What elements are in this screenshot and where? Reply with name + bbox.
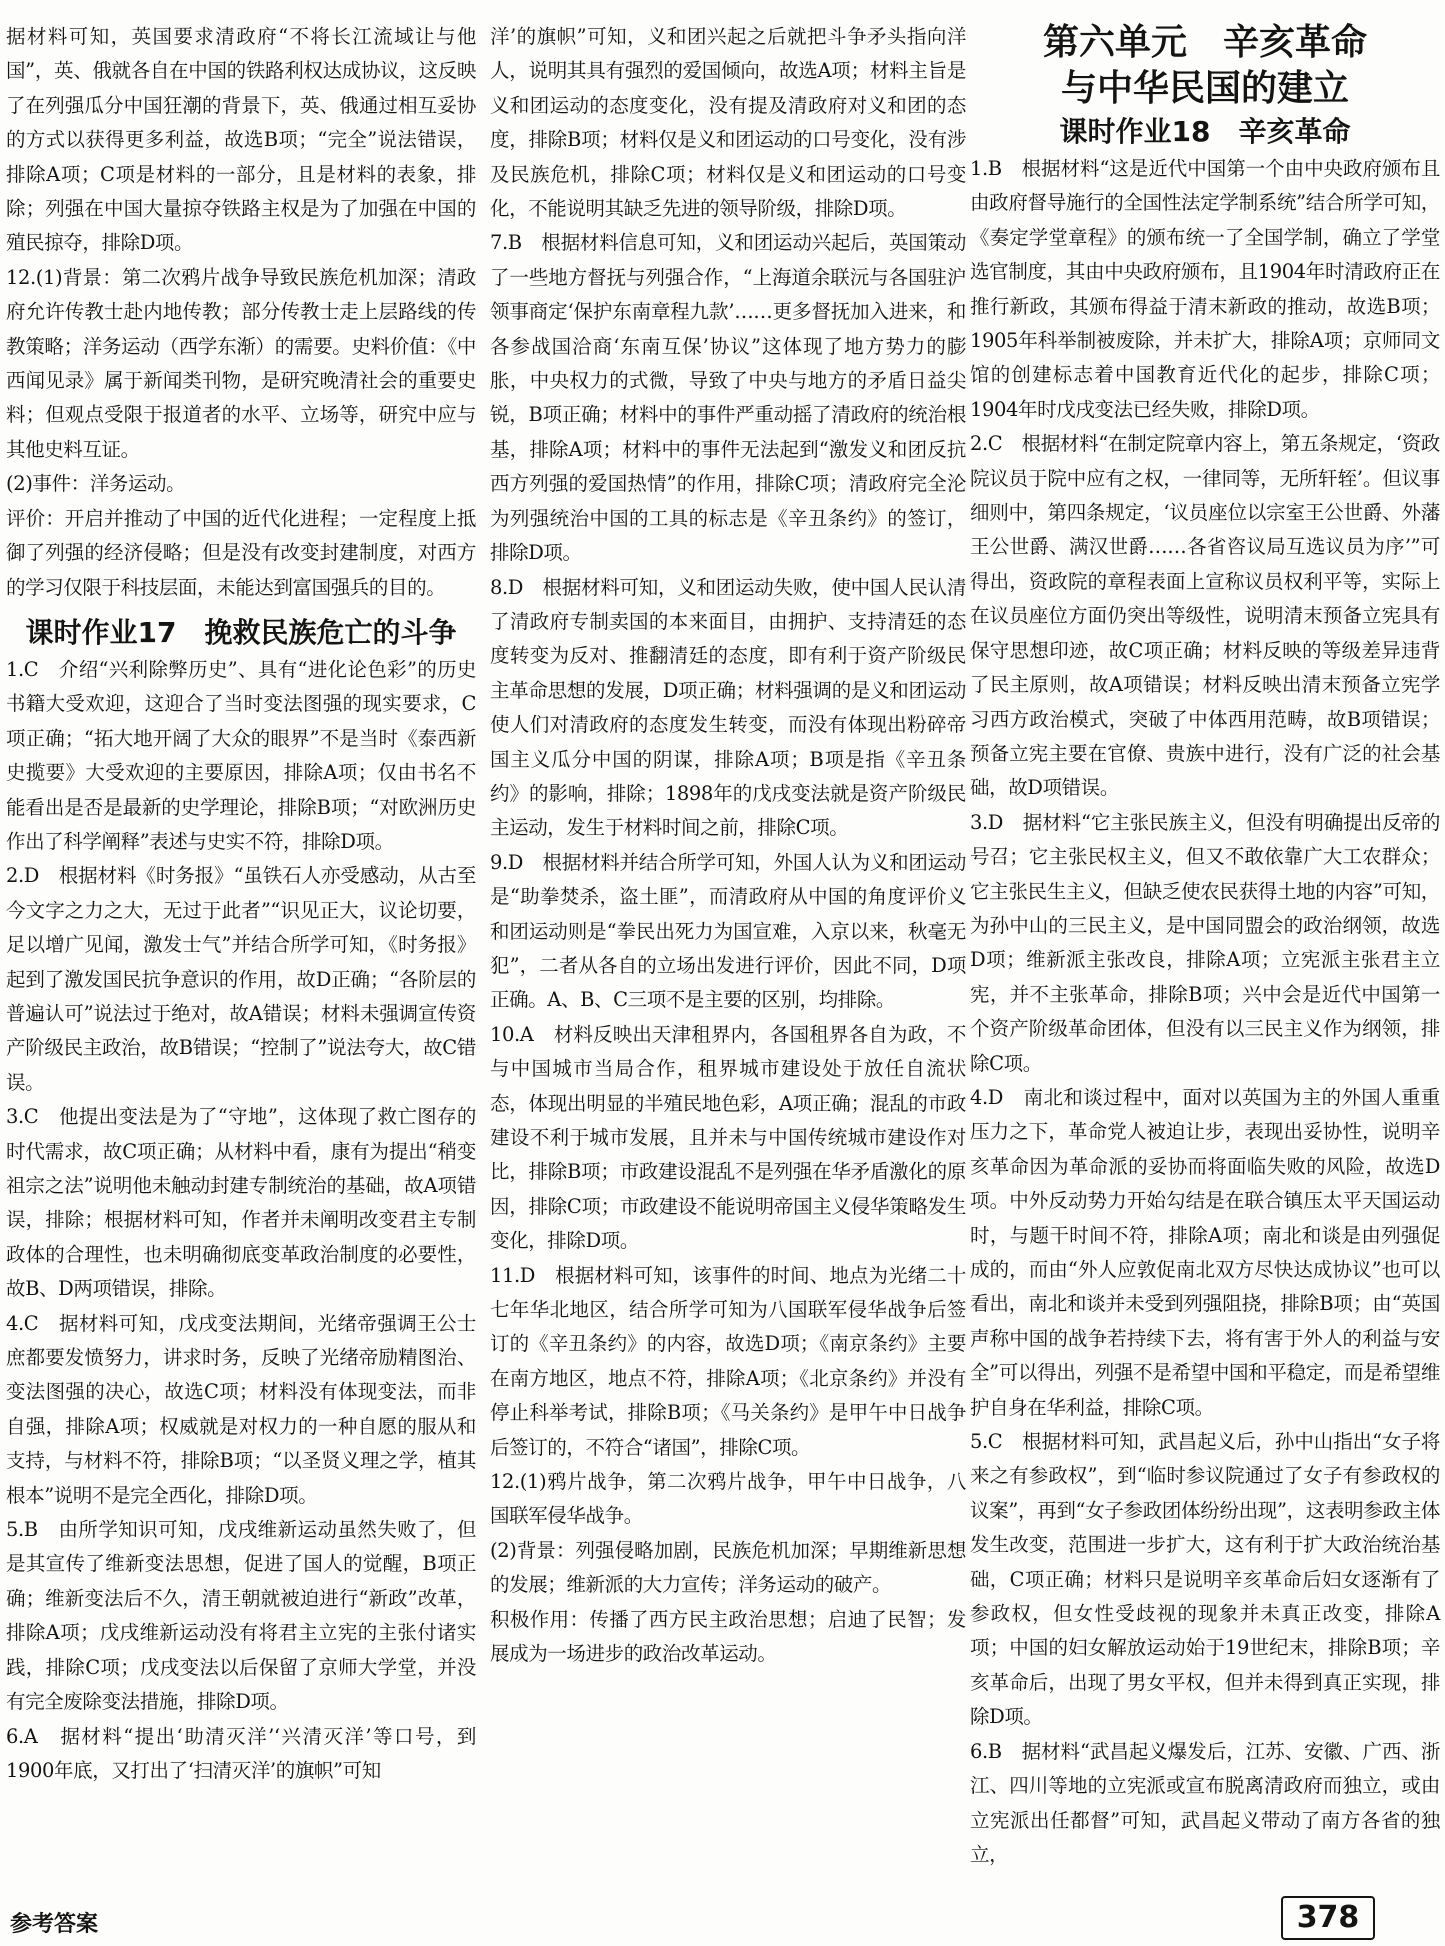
answer-item: 3.D 据材料“它主张民族主义，但没有明确提出反帝的号召；它主张民权主义，但又不敢依靠广大工农群众；它主张民生主义，但缺乏使农民获得土地的内容”可知，为孙中山的三民主义，是中国同盟会的政治纲领，故选D项；维新派主张改良，排除A项；立宪派主张君主立宪，并不主张革命，排除B项；兴中会是近代中国第一个资产阶级革命团体，但没有以三民主义作为纲领，排除C项。 [970,810,1440,1075]
answer-item: 2.C 根据材料“在制定院章内容上，第五条规定，‘资政院议员于院中应有之权，一律同等，无所轩轾’。但议事细则中，第四条规定，‘议员座位以宗室王公世爵、外藩王公世爵、满汉世爵……各省咨议局互选议员为序’”可得出，资政院的章程表面上宣称议员权利平等，实际上在议员座位方面仍突出等级性，说明清末预备立宪具有保守思想印迹，故C项正确；材料反映的等级差异违背了民主原则，故A项错误；材料反映出清末预备立宪学习西方政治模式，突破了中体西用范畴，故B项错误；预备立宪主要在官僚、贵族中进行，没有广泛的社会基础，故D项错误。 [970,432,1440,800]
answer-item: 6.B 据材料“武昌起义爆发后，江苏、安徽、广西、浙江、四川等地的立宪派或宣布脱离清政府而独立，或由立宪派出任都督”可知，武昌起义带动了南方各省的独立， [970,1739,1440,1866]
lesson-heading-18: 课时作业18 辛亥革命 [1059,115,1351,148]
answer-item: 3.C 他提出变法是为了“守地”，这体现了救亡图存的时代需求，故C项正确；从材料中看，康有为提出“稍变祖宗之法”说明他未触动封建专制统治的基础，故A项错误，排除；根据材料可知，作者并未阐明改变君主专制政体的合理性，也未明确彻底变革政治制度的必要性，故B、D两项错误，排除。 [6,1105,476,1301]
answer-item: 据材料可知，英国要求清政府“不将长江流域让与他国”，英、俄就各自在中国的铁路利权达成协议，这反映了在列强瓜分中国狂潮的背景下，英、俄通过相互妥协的方式以获得更多利益，故选B项；“完全”说法错误，排除A项；C项是材料的一部分，且是材料的表象，排除；列强在中国大量掠夺铁路主权是为了加强在中国的殖民掠夺，排除D项。 [6,25,476,255]
page-number: 378 [1281,1896,1375,1940]
answer-item: 5.C 根据材料可知，武昌起义后，孙中山指出“女子将来之有参政权”，到“临时参议院通过了女子有参政权的议案”，再到“女子参政团体纷纷出现”，这表明参政主体发生改变，范围进一步扩大，这有利于扩大政治统治基础，C项正确；材料只是说明辛亥革命后妇女逐渐有了参政权，但女性受歧视的现象并未真正改变，排除A项；中国的妇女解放运动始于19世纪末，排除B项；辛亥革命后，出现了男女平权，但并未得到真正实现，排除D项。 [970,1430,1440,1729]
answer-item: 8.D 根据材料可知，义和团运动失败，使中国人民认清了清政府专制卖国的本来面目，由拥护、支持清廷的态度转变为反对、推翻清廷的态度，即有利于资产阶级民主革命思想的发展，D项正确；材料强调的是义和团运动使人们对清政府的态度发生转变，而没有体现出粉碎帝国主义瓜分中国的阴谋，排除A项；B项是指《辛丑条约》的影响，排除；1898年的戊戌变法就是资产阶级民主运动，发生于材料时间之前，排除C项。 [490,575,966,840]
answer-item: 5.B 由所学知识可知，戊戌维新运动虽然失败了，但是其宣传了维新变法思想，促进了国人的觉醒，B项正确；维新变法后不久，清王朝就被迫进行“新政”改革，排除A项；戊戌维新运动没有将君主立宪的主张付诸实践，排除C项；戊戌变法以后保留了京师大学堂，并没有完全废除变法措施，排除D项。 [6,1518,476,1714]
answer-item: 10.A 材料反映出天津租界内，各国租界各自为政，不与中国城市当局合作，租界城市建设处于放任自流状态，体现出明显的半殖民地色彩，A项正确；混乱的市政建设不利于城市发展，且并未与中国传统城市建设作对比，排除B项；市政建设混乱不是列强在华矛盾激化的原因，排除C项；市政建设不能说明帝国主义侵华策略发生变化，排除D项。 [490,1022,966,1253]
answer-item: 4.C 据材料可知，戊戌变法期间，光绪帝强调王公士庶都要发愤努力，讲求时务，反映了光绪帝励精图治、变法图强的决心，故选C项；材料没有体现变法，而非自强，排除A项；权威就是对权力的一种自愿的服从和支持，与材料不符，排除B项；“以圣贤义理之学，植其根本”说明不是完全西化，排除D项。 [6,1311,476,1507]
lesson-heading-17: 课时作业17 挽救民族危亡的斗争 [25,615,457,649]
column-left [6,20,476,1788]
column-middle [490,20,966,1672]
answer-item: 12.(1)鸦片战争，第二次鸦片战争，甲午中日战争，八国联军侵华战争。 [490,1470,966,1528]
column-right [970,20,1440,1872]
unit-heading-line1: 第六单元 辛亥革命 [1042,22,1367,63]
answer-item: 洋’的旗帜”可知，义和团兴起之后就把斗争矛头指向洋人，说明其具有强烈的爱国倾向，故选A项；材料主旨是义和团运动的态度变化，没有提及清政府对义和团的态度，排除B项；材料仅是义和团运动的口号变化，没有涉及民族危机，排除C项；材料仅是义和团运动的口号变化，不能说明其缺乏先进的领导阶级，排除D项。 [490,25,966,221]
answer-item: 积极作用：传播了西方民主政治思想；启迪了民智；发展成为一场进步的政治改革运动。 [490,1607,966,1666]
answer-item: 评价：开启并推动了中国的近代化进程；一定程度上抵御了列强的经济侵略；但是没有改变封建制度，对西方的学习仅限于科技层面，未能达到富国强兵的目的。 [6,506,476,599]
answer-item: 2.D 根据材料《时务报》“虽铁石人亦受感动，从古至今文字之力之大，无过于此者”“识见正大，议论切要，足以增广见闻，激发士气”并结合所学可知，《时务报》起到了激发国民抗争意识的作用，故D正确；“各阶层的普遍认可”说法过于绝对，故A错误；材料未强调宣传资产阶级民主政治，故B错误；“控制了”说法夸大，故C错误。 [6,864,476,1094]
unit-heading-line2: 与中华民国的建立 [1060,68,1349,109]
answer-item: 7.B 根据材料信息可知，义和团运动兴起后，英国策动了一些地方督抚与列强合作，“上海道余联沅与各国驻沪领事商定‘保护东南章程九款’……更多督抚加入进来，和各参战国洽商‘东南互保’协议”这体现了地方势力的膨胀，中央权力的式微，导致了中央与地方的矛盾日益尖锐，B项正确；材料中的事件严重动摇了清政府的统治根基，排除A项；材料中的事件无法起到“激发义和团反抗西方列强的爱国热情”的作用，排除C项；清政府完全沦为列强统治中国的工具的标志是《辛丑条约》的签订，排除D项。 [490,231,966,565]
answer-item: 12.(1)背景：第二次鸦片战争导致民族危机加深；清政府允许传教士赴内地传教；部分传教士走上层路线的传教策略；洋务运动（西学东渐）的需要。史料价值：《中西闻见录》属于新闻类刊物，是研究晚清社会的重要史料；但观点受限于报道者的水平、立场等，研究中应与其他史料互证。 [6,265,476,461]
answer-item: (2)事件：洋务运动。 [6,472,186,496]
answer-item: 1.C 介绍“兴利除弊历史”、具有“进化论色彩”的历史书籍大受欢迎，这迎合了当时变法图强的现实要求，C项正确；“拓大地开阔了大众的眼界”不是当时《泰西新史揽要》大受欢迎的主要原因，排除A项；仅由书名不能看出是否是最新的史学理论，排除B项；“对欧洲历史作出了科学阐释”表述与史实不符，排除D项。 [6,657,476,853]
answer-item: 6.A 据材料“提出‘助清灭洋’‘兴清灭洋’等口号，到1900年底，又打出了‘扫清灭洋’的旗帜”可知 [6,1724,476,1782]
answer-item: 4.D 南北和谈过程中，面对以英国为主的外国人重重压力之下，革命党人被迫让步，表现出妥协性，说明辛亥革命因为革命派的妥协而将面临失败的风险，故选D项。中外反动势力开始勾结是在联合镇压太平天国运动时，与题干时间不符，排除A项；南北和谈是由列强促成的，而由“外人应敦促南北双方尽快达成协议”也可以看出，南北和谈并未受到列强阻挠，排除B项；由“英国声称中国的战争若持续下去，将有害于外人的利益与安全”可以得出，列强不是希望中国和平稳定，而是希望维护自身在华利益，排除C项。 [970,1085,1440,1419]
answer-item: 11.D 根据材料可知，该事件的时间、地点为光绪二十七年华北地区，结合所学可知为八国联军侵华战争后签订的《辛丑条约》的内容，故选D项；《南京条约》主要在南方地区，地点不符，排除A项；《北京条约》并没有停止科举考试，排除B项；《马关条约》是甲午中日战争后签订的，不符合“诸国”，排除C项。 [490,1263,966,1459]
answer-item: (2)背景：列强侵略加剧，民族危机加深；早期维新思想的发展；维新派的大力宣传；洋务运动的破产。 [490,1538,966,1597]
footer-logo: 参考答案 [10,1912,99,1937]
answer-item: 1.B 根据材料“这是近代中国第一个由中央政府颁布且由政府督导施行的全国性法定学制系统”结合所学可知，《奏定学堂章程》的颁布统一了全国学制，确立了学堂选官制度，其由中央政府颁布，且1904年时清政府正在推行新政，其颁布得益于清末新政的推动，故选B项；1905年科举制被废除，并未扩大，排除A项；京师同文馆的创建标志着中国教育近代化的起步，排除C项；1904年时戊戌变法已经失败，排除D项。 [970,157,1440,421]
answer-item: 9.D 根据材料并结合所学可知，外国人认为义和团运动是“助拳焚杀，盗土匪”，而清政府从中国的角度评价义和团运动则是“拳民出死力为国宣难，入京以来，秋毫无犯”，二者从各自的立场出发进行评价，因此不同，D项正确。A、B、C三项不是主要的区别，均排除。 [490,850,966,1012]
